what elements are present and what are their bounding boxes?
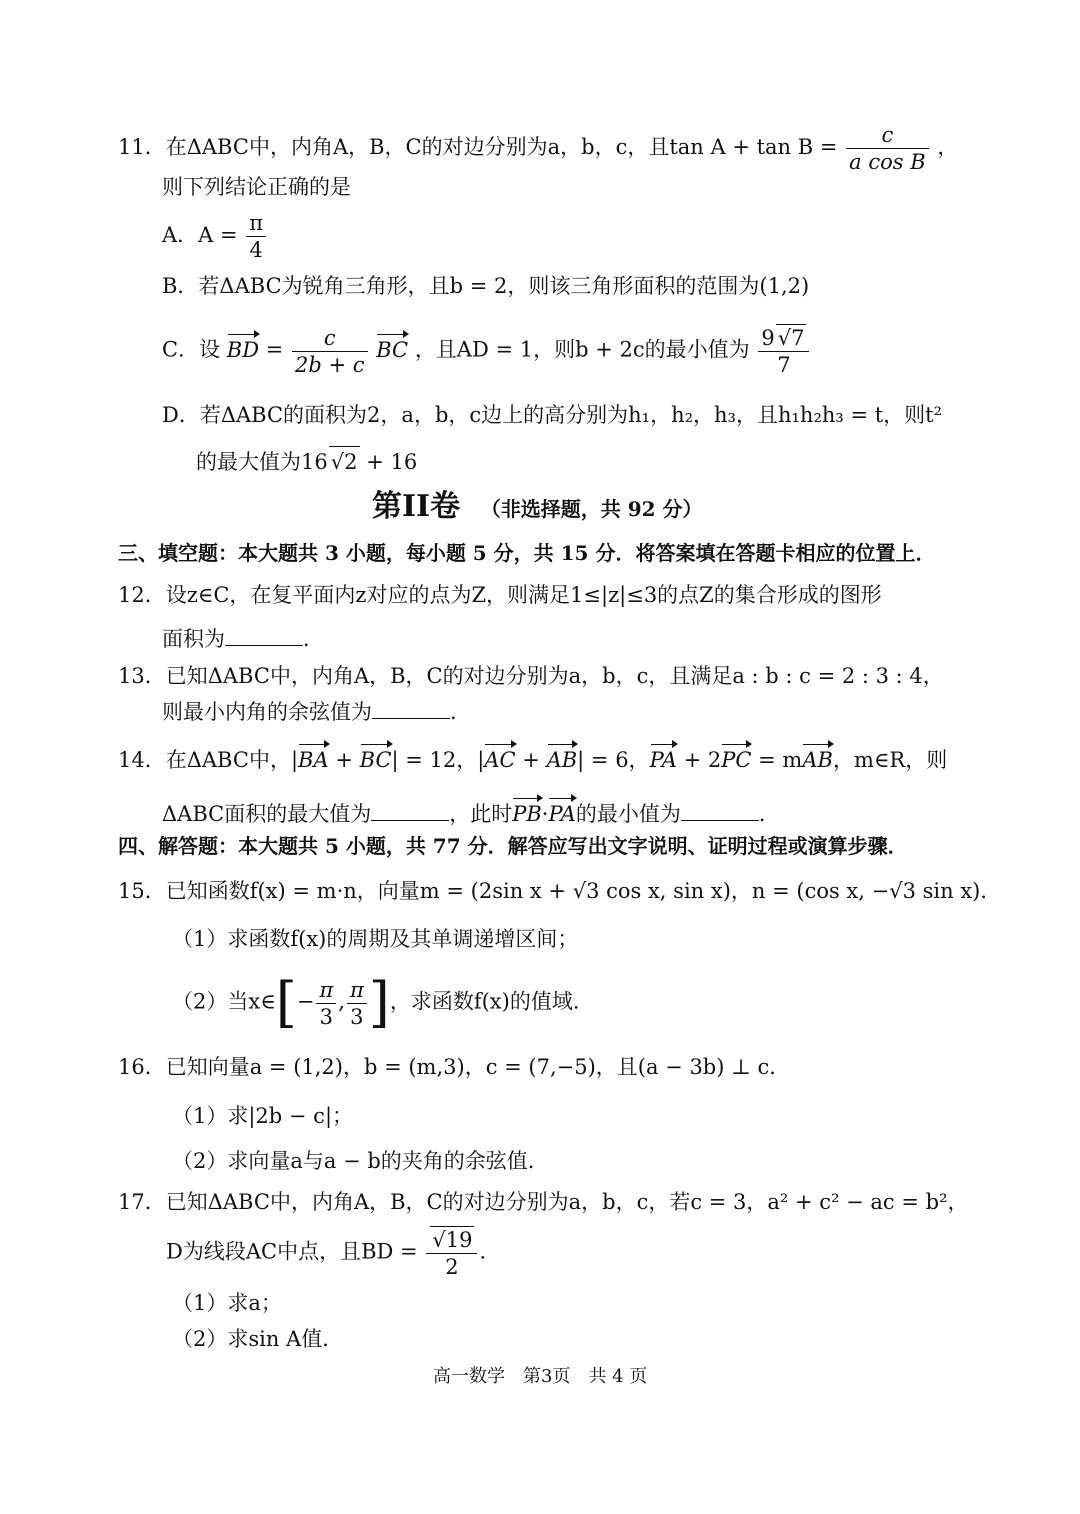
vector-PA: PA — [548, 796, 575, 829]
answer-blank[interactable] — [225, 627, 303, 646]
page-footer: 高一数学 第3页 共 4 页 — [433, 1366, 648, 1387]
vector-PA: PA — [650, 742, 677, 775]
q11-option-d-line1: D．若ΔABC的面积为2，a，b，c边上的高分别为h₁，h₂，h₃，且h₁h₂h₃ = t，则t² — [162, 403, 943, 427]
q17-line1: 17．已知ΔABC中，内角A，B，C的对边分别为a，b，c，若c = 3，a² + c² − ac = b²， — [118, 1190, 969, 1214]
q15-line1: 15．已知函数f(x) = m·n，向量m = (2sin x + √3 cos x, sin x)，n = (cos x, −√3 sin x)． — [118, 879, 1002, 903]
vector-BC: BC — [376, 332, 408, 365]
q11-option-c: C．设 BD = $\frac{c}{2b + c}$ BC ，且AD = 1，则b + 2c的最小值为 $\frac{9√ 7}{7}$ — [162, 324, 811, 378]
q15-upper-bound: $\frac{\pi}{3}$ — [347, 977, 367, 1030]
answer-blank[interactable] — [681, 802, 759, 821]
q11-option-d-line2: 的最大值为16√ 2 + 16 — [196, 446, 417, 477]
q13-line1: 13．已知ΔABC中，内角A，B，C的对边分别为a，b，c，且满足a : b : c = 2 : 3 : 4， — [118, 664, 944, 688]
q11-option-c-answer: $\frac{9√ 7}{7}$ — [758, 324, 809, 378]
vector-BD: BD — [227, 332, 259, 365]
vector-AB: AB — [802, 742, 833, 775]
q11-stem-line2: 则下列结论正确的是 — [162, 175, 351, 199]
q11-stem-fraction: $\frac{c}{\text{a cos B}}$ — [846, 122, 928, 175]
q17-bd-fraction: √ $\frac{19}{2}$ — [426, 1226, 477, 1280]
answer-blank[interactable] — [371, 802, 449, 821]
vector-PB: PB — [512, 796, 542, 829]
answer-blank[interactable] — [372, 700, 450, 719]
q16-line1: 16．已知向量a = (1,2)，b = (m,3)，c = (7,−5)，且(a − 3b) ⊥ c． — [118, 1055, 791, 1079]
q11-option-b: B．若ΔABC为锐角三角形，且b = 2，则该三角形面积的范围为(1,2) — [162, 274, 810, 298]
q17-part1: （1）求a； — [172, 1291, 282, 1315]
vector-AC: AC — [484, 742, 515, 775]
q11-stem: 11．在ΔABC中，内角A，B，C的对边分别为a，b，c，且tan A + tan B = $\frac{c}{\text{a cos B}}$ ， — [118, 123, 959, 174]
vector-BC: BC — [360, 742, 392, 775]
q15-part2: （2）当x∈[− $\frac{\pi}{3}$ , $\frac{\pi}{3}$ ]，求函数f(x)的值域． — [172, 971, 594, 1034]
section-3-heading: 三、填空题：本大题共 3 小题，每小题 5 分，共 15 分．将答案填在答题卡相应的位置上． — [118, 541, 936, 565]
q14-line1: 14．在ΔABC中，|BA + BC| = 12，|AC + AB| = 6，PA + 2PC = mAB，m∈R，则 — [118, 742, 947, 775]
q12-line2: 面积为 ． — [162, 627, 324, 651]
q14-line2: ΔABC面积的最大值为 ，此时PB·PA的最小值为 ． — [162, 796, 780, 829]
q12-line1: 12．设z∈C，在复平面内z对应的点为Z，则满足1≤|z|≤3的点Z的集合形成的图形 — [118, 583, 882, 607]
q17-part2: （2）求sin A值． — [172, 1327, 344, 1351]
q15-lower-bound: $\frac{\pi}{3}$ — [316, 977, 336, 1030]
q11-option-c-fraction: $\frac{c}{2b + c}$ — [292, 325, 368, 378]
q17-line2: D为线段AC中点，且BD = √ $\frac{19}{2}$ ． — [166, 1226, 500, 1280]
vector-PC: PC — [721, 742, 751, 775]
q15-part1: （1）求函数f(x)的周期及其单调递增区间； — [172, 927, 579, 951]
q13-line2: 则最小内角的余弦值为 ． — [162, 700, 471, 724]
part2-title: 第II卷 （非选择题，共 92 分） — [372, 489, 703, 524]
q16-part2: （2）求向量a与a − b的夹角的余弦值． — [172, 1149, 549, 1173]
q11-option-a-fraction: $\frac{\pi}{4}$ — [246, 210, 266, 263]
q16-part1: （1）求|2b − c|； — [172, 1104, 354, 1128]
vector-AB: AB — [547, 742, 578, 775]
section-4-heading: 四、解答题：本大题共 5 小题，共 77 分．解答应写出文字说明、证明过程或演算步骤． — [118, 834, 908, 858]
vector-BA: BA — [298, 742, 329, 775]
q11-option-a: A．A = $\frac{\pi}{4}$ — [162, 210, 268, 263]
